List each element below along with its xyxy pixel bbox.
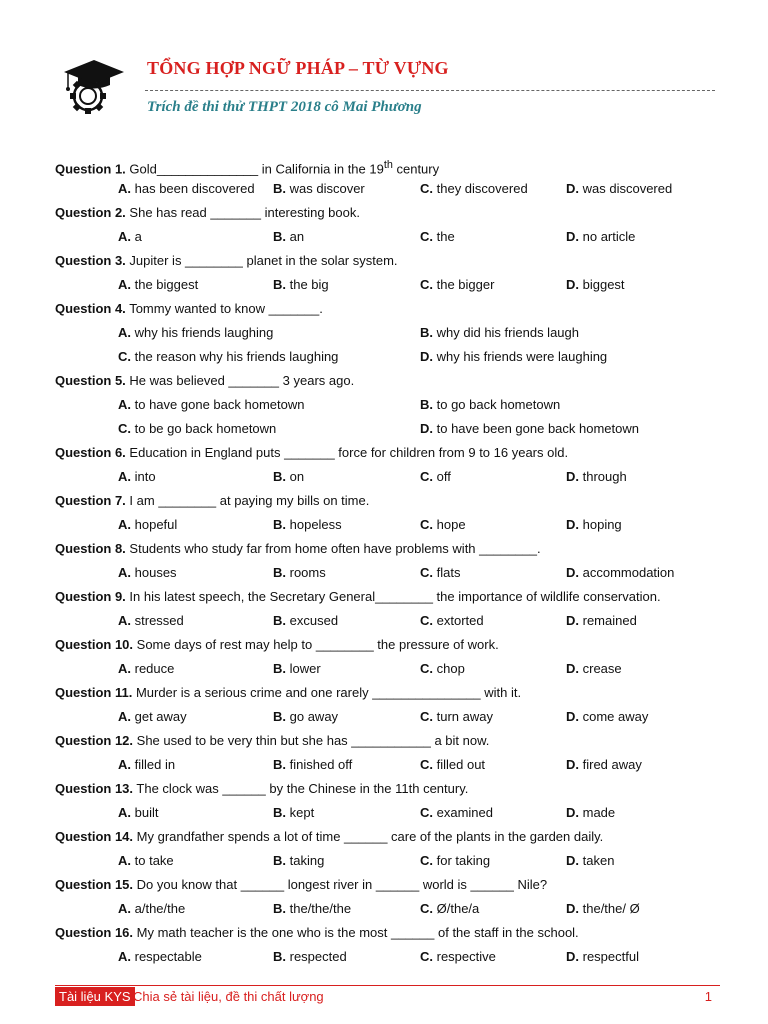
answer-option-b[interactable] bbox=[273, 513, 342, 537]
option-letter: B. bbox=[273, 901, 286, 916]
question-item bbox=[55, 777, 735, 825]
option-text: made bbox=[582, 805, 616, 820]
answer-option-d[interactable] bbox=[566, 945, 639, 969]
answer-option-b[interactable] bbox=[273, 849, 324, 873]
option-text: filled out bbox=[436, 757, 486, 772]
answer-option-c[interactable] bbox=[420, 513, 466, 537]
option-letter: A. bbox=[118, 661, 131, 676]
option-letter: A. bbox=[118, 469, 131, 484]
question-item bbox=[55, 441, 735, 489]
question-text: Tommy wanted to know _______. bbox=[129, 301, 323, 316]
option-letter: C. bbox=[420, 757, 433, 772]
answer-options-row bbox=[55, 465, 735, 489]
option-text: why his friends were laughing bbox=[436, 349, 608, 364]
answer-option-b[interactable] bbox=[273, 753, 352, 777]
answer-option-c[interactable] bbox=[420, 753, 485, 777]
question-number: Question 13. bbox=[55, 781, 134, 796]
question-text: Murder is a serious crime and one rarely _______________ with it. bbox=[135, 685, 522, 700]
option-letter: A. bbox=[118, 901, 131, 916]
question-text: She has read _______ interesting book. bbox=[129, 205, 360, 220]
option-letter: C. bbox=[420, 901, 433, 916]
option-letter: C. bbox=[420, 949, 433, 964]
option-text: for taking bbox=[436, 853, 491, 868]
question-text: In his latest speech, the Secretary General________ the importance of wildlife conservation. bbox=[129, 589, 661, 604]
option-letter: A. bbox=[118, 181, 131, 196]
question-text: The clock was ______ by the Chinese in the 11th century. bbox=[136, 781, 469, 796]
question-item bbox=[55, 489, 735, 537]
question-stem bbox=[55, 729, 735, 753]
option-text: built bbox=[134, 805, 159, 820]
option-text: crease bbox=[582, 661, 622, 676]
option-letter: C. bbox=[420, 661, 433, 676]
answer-option-a[interactable] bbox=[118, 225, 142, 249]
answer-option-c[interactable] bbox=[420, 945, 496, 969]
option-letter: C. bbox=[118, 421, 131, 436]
question-item bbox=[55, 369, 735, 441]
option-text: hopeless bbox=[289, 517, 342, 532]
answer-option-b[interactable] bbox=[273, 801, 314, 825]
question-stem bbox=[55, 777, 735, 801]
answer-option-d[interactable] bbox=[566, 657, 622, 681]
question-number: Question 10. bbox=[55, 637, 134, 652]
option-letter: D. bbox=[420, 421, 433, 436]
option-text: stressed bbox=[134, 613, 184, 628]
option-letter: C. bbox=[420, 277, 433, 292]
answer-option-b[interactable] bbox=[273, 225, 304, 249]
option-text: examined bbox=[436, 805, 493, 820]
question-text: Gold______________ in California in the 19 bbox=[129, 161, 384, 177]
option-text: a bbox=[134, 229, 142, 244]
answer-option-b[interactable] bbox=[273, 561, 326, 585]
option-text: rooms bbox=[289, 565, 326, 580]
option-text: flats bbox=[436, 565, 461, 580]
answer-options-row bbox=[55, 801, 735, 825]
question-item bbox=[55, 537, 735, 585]
answer-option-d[interactable] bbox=[566, 897, 640, 921]
question-item bbox=[55, 201, 735, 249]
page-title: TỔNG HỢP NGỮ PHÁP – TỪ VỰNG bbox=[147, 58, 449, 78]
answer-option-d[interactable] bbox=[566, 753, 642, 777]
question-item bbox=[55, 585, 735, 633]
option-letter: B. bbox=[273, 757, 286, 772]
option-letter: C. bbox=[420, 469, 433, 484]
option-letter: C. bbox=[420, 565, 433, 580]
option-letter: D. bbox=[566, 805, 579, 820]
option-text: to have been gone back hometown bbox=[436, 421, 639, 436]
answer-option-c[interactable] bbox=[420, 609, 484, 633]
answer-options-row bbox=[55, 345, 735, 369]
answer-option-d[interactable] bbox=[420, 345, 607, 369]
option-text: has been discovered bbox=[134, 181, 255, 196]
option-text: was discover bbox=[289, 181, 365, 196]
answer-option-d[interactable] bbox=[566, 273, 625, 297]
option-letter: C. bbox=[420, 229, 433, 244]
answer-options-row bbox=[55, 513, 735, 537]
option-text: taking bbox=[289, 853, 325, 868]
answer-options-row bbox=[55, 417, 735, 441]
option-text: through bbox=[582, 469, 627, 484]
question-number: Question 7. bbox=[55, 493, 126, 508]
answer-option-b[interactable] bbox=[273, 945, 347, 969]
option-letter: B. bbox=[420, 325, 433, 340]
option-letter: C. bbox=[420, 181, 433, 196]
option-text: why his friends laughing bbox=[134, 325, 274, 340]
question-stem bbox=[55, 873, 735, 897]
option-letter: B. bbox=[273, 613, 286, 628]
answer-options-row bbox=[55, 273, 735, 297]
option-text: the reason why his friends laughing bbox=[134, 349, 339, 364]
question-number: Question 1. bbox=[55, 161, 126, 177]
answer-options-row bbox=[55, 393, 735, 417]
question-stem bbox=[55, 297, 735, 321]
option-letter: D. bbox=[566, 949, 579, 964]
question-stem bbox=[55, 153, 735, 177]
answer-option-c[interactable] bbox=[420, 849, 490, 873]
page-number: 1 bbox=[704, 989, 712, 1004]
answer-option-b[interactable] bbox=[273, 897, 351, 921]
option-text: to be go back hometown bbox=[134, 421, 277, 436]
option-text: respectful bbox=[582, 949, 639, 964]
option-letter: A. bbox=[118, 277, 131, 292]
answer-option-d[interactable] bbox=[566, 609, 637, 633]
answer-option-a[interactable] bbox=[118, 801, 158, 825]
question-item bbox=[55, 921, 735, 969]
option-text: taken bbox=[582, 853, 615, 868]
answer-options-row bbox=[55, 705, 735, 729]
option-letter: B. bbox=[273, 805, 286, 820]
option-letter: D. bbox=[566, 469, 579, 484]
option-text: biggest bbox=[582, 277, 625, 292]
option-letter: D. bbox=[566, 757, 579, 772]
question-text: Jupiter is ________ planet in the solar system. bbox=[129, 253, 398, 268]
question-stem bbox=[55, 681, 735, 705]
option-text: the/the/the bbox=[289, 901, 352, 916]
option-letter: A. bbox=[118, 565, 131, 580]
option-letter: A. bbox=[118, 325, 131, 340]
question-number: Question 16. bbox=[55, 925, 134, 940]
option-text: to have gone back hometown bbox=[134, 397, 305, 412]
option-letter: B. bbox=[273, 469, 286, 484]
option-text: finished off bbox=[289, 757, 353, 772]
answer-option-b[interactable] bbox=[273, 705, 338, 729]
option-letter: D. bbox=[566, 229, 579, 244]
answer-option-a[interactable] bbox=[118, 849, 174, 873]
question-item bbox=[55, 825, 735, 873]
answer-option-c[interactable] bbox=[420, 897, 479, 921]
option-text: into bbox=[134, 469, 156, 484]
option-text: reduce bbox=[134, 661, 175, 676]
question-text: I am ________ at paying my bills on time. bbox=[129, 493, 370, 508]
option-letter: A. bbox=[118, 709, 131, 724]
answer-option-c[interactable] bbox=[420, 561, 460, 585]
question-stem bbox=[55, 633, 735, 657]
option-text: extorted bbox=[436, 613, 484, 628]
answer-option-c[interactable] bbox=[420, 273, 494, 297]
option-text: on bbox=[289, 469, 305, 484]
option-letter: B. bbox=[273, 661, 286, 676]
option-text: excused bbox=[289, 613, 339, 628]
answer-option-a[interactable] bbox=[118, 561, 177, 585]
answer-option-a[interactable] bbox=[118, 945, 202, 969]
question-list bbox=[55, 153, 735, 969]
question-stem bbox=[55, 369, 735, 393]
question-stem bbox=[55, 825, 735, 849]
option-letter: D. bbox=[566, 613, 579, 628]
answer-option-a[interactable] bbox=[118, 897, 185, 921]
option-letter: B. bbox=[273, 853, 286, 868]
answer-option-d[interactable] bbox=[566, 465, 627, 489]
option-letter: A. bbox=[118, 229, 131, 244]
answer-option-b[interactable] bbox=[273, 657, 321, 681]
option-text: off bbox=[436, 469, 451, 484]
option-letter: A. bbox=[118, 517, 131, 532]
question-number: Question 12. bbox=[55, 733, 134, 748]
option-letter: B. bbox=[420, 397, 433, 412]
question-stem bbox=[55, 441, 735, 465]
option-text: the bigger bbox=[436, 277, 495, 292]
question-item bbox=[55, 681, 735, 729]
question-item bbox=[55, 153, 735, 201]
answer-option-b[interactable] bbox=[273, 609, 338, 633]
option-letter: A. bbox=[118, 397, 131, 412]
option-letter: C. bbox=[420, 517, 433, 532]
option-letter: D. bbox=[566, 181, 579, 196]
option-letter: C. bbox=[420, 709, 433, 724]
question-text: Education in England puts _______ force for children from 9 to 16 years old. bbox=[129, 445, 569, 460]
answer-options-row bbox=[55, 945, 735, 969]
answer-options-row bbox=[55, 897, 735, 921]
option-letter: C. bbox=[420, 613, 433, 628]
option-text: the/the/ Ø bbox=[582, 901, 640, 916]
answer-option-a[interactable] bbox=[118, 705, 187, 729]
option-text: to go back hometown bbox=[436, 397, 561, 412]
answer-option-c[interactable] bbox=[420, 657, 465, 681]
option-text: the big bbox=[289, 277, 329, 292]
question-text: Do you know that ______ longest river in ______ world is ______ Nile? bbox=[136, 877, 548, 892]
option-text: a/the/the bbox=[134, 901, 186, 916]
question-item bbox=[55, 297, 735, 369]
option-letter: A. bbox=[118, 757, 131, 772]
answer-option-a[interactable] bbox=[118, 657, 174, 681]
answer-option-c[interactable] bbox=[420, 465, 451, 489]
answer-option-c[interactable] bbox=[118, 345, 338, 369]
option-text: lower bbox=[289, 661, 321, 676]
answer-options-row bbox=[55, 225, 735, 249]
answer-option-d[interactable] bbox=[566, 225, 635, 249]
option-letter: A. bbox=[118, 853, 131, 868]
question-number: Question 5. bbox=[55, 373, 126, 388]
option-text: no article bbox=[582, 229, 636, 244]
option-letter: A. bbox=[118, 613, 131, 628]
answer-option-a[interactable] bbox=[118, 513, 177, 537]
answer-option-a[interactable] bbox=[118, 321, 273, 345]
option-text: respectable bbox=[134, 949, 202, 964]
answer-option-c[interactable] bbox=[420, 801, 493, 825]
option-letter: C. bbox=[420, 853, 433, 868]
answer-options-row bbox=[55, 753, 735, 777]
question-number: Question 11. bbox=[55, 685, 133, 700]
page-subtitle: Trích đề thi thử THPT 2018 cô Mai Phương bbox=[147, 99, 422, 115]
option-letter: B. bbox=[273, 229, 286, 244]
answer-option-b[interactable] bbox=[273, 465, 304, 489]
answer-option-a[interactable] bbox=[118, 609, 184, 633]
question-text: My grandfather spends a lot of time ______ care of the plants in the garden daily. bbox=[136, 829, 604, 844]
answer-option-a[interactable] bbox=[118, 753, 175, 777]
option-letter: D. bbox=[420, 349, 433, 364]
option-letter: D. bbox=[566, 565, 579, 580]
option-text: houses bbox=[134, 565, 177, 580]
question-number: Question 15. bbox=[55, 877, 134, 892]
answer-option-b[interactable] bbox=[420, 321, 579, 345]
question-item bbox=[55, 873, 735, 921]
option-text: an bbox=[289, 229, 305, 244]
answer-options-row bbox=[55, 177, 735, 201]
option-text: remained bbox=[582, 613, 637, 628]
question-item bbox=[55, 729, 735, 777]
option-text: go away bbox=[289, 709, 339, 724]
option-letter: B. bbox=[273, 517, 286, 532]
option-letter: D. bbox=[566, 661, 579, 676]
option-text: hoping bbox=[582, 517, 622, 532]
option-letter: B. bbox=[273, 565, 286, 580]
answer-option-c[interactable] bbox=[420, 705, 493, 729]
option-letter: D. bbox=[566, 517, 579, 532]
question-number: Question 2. bbox=[55, 205, 126, 220]
option-text: turn away bbox=[436, 709, 493, 724]
answer-option-a[interactable] bbox=[118, 273, 198, 297]
answer-option-d[interactable] bbox=[566, 705, 648, 729]
question-number: Question 6. bbox=[55, 445, 126, 460]
question-number: Question 9. bbox=[55, 589, 126, 604]
option-text: respected bbox=[289, 949, 347, 964]
question-stem bbox=[55, 585, 735, 609]
question-stem bbox=[55, 537, 735, 561]
option-text: fired away bbox=[582, 757, 642, 772]
option-letter: D. bbox=[566, 853, 579, 868]
question-item bbox=[55, 249, 735, 297]
answer-option-b[interactable] bbox=[273, 177, 365, 201]
question-text-superscript: th bbox=[383, 159, 393, 171]
answer-option-c[interactable] bbox=[118, 417, 276, 441]
question-item bbox=[55, 633, 735, 681]
option-letter: B. bbox=[273, 949, 286, 964]
answer-option-d[interactable] bbox=[566, 801, 615, 825]
footer bbox=[55, 985, 720, 1006]
question-number: Question 3. bbox=[55, 253, 126, 268]
answer-option-d[interactable] bbox=[566, 561, 674, 585]
option-text: to take bbox=[134, 853, 174, 868]
graduation-cap-gear-icon bbox=[60, 58, 130, 118]
answer-option-d[interactable] bbox=[566, 513, 622, 537]
option-letter: D. bbox=[566, 901, 579, 916]
question-number: Question 4. bbox=[55, 301, 126, 316]
footer-text: Chia sẻ tài liệu, đề thi chất lượng bbox=[133, 989, 324, 1004]
option-letter: A. bbox=[118, 805, 131, 820]
option-text: they discovered bbox=[436, 181, 528, 196]
option-letter: B. bbox=[273, 277, 286, 292]
option-text: chop bbox=[436, 661, 465, 676]
option-text: Ø/the/a bbox=[436, 901, 480, 916]
answer-options-row bbox=[55, 657, 735, 681]
answer-option-a[interactable] bbox=[118, 393, 304, 417]
answer-option-a[interactable] bbox=[118, 177, 255, 201]
answer-option-d[interactable] bbox=[566, 177, 672, 201]
option-text: hopeful bbox=[134, 517, 178, 532]
answer-options-row bbox=[55, 849, 735, 873]
option-letter: C. bbox=[118, 349, 131, 364]
question-text: Students who study far from home often have problems with ________. bbox=[129, 541, 541, 556]
option-letter: A. bbox=[118, 949, 131, 964]
question-text: He was believed _______ 3 years ago. bbox=[129, 373, 355, 388]
option-text: come away bbox=[582, 709, 649, 724]
answer-options-row bbox=[55, 321, 735, 345]
option-letter: B. bbox=[273, 709, 286, 724]
option-text: filled in bbox=[134, 757, 176, 772]
question-stem bbox=[55, 201, 735, 225]
answer-option-d[interactable] bbox=[566, 849, 614, 873]
question-text: She used to be very thin but she has ___________ a bit now. bbox=[136, 733, 490, 748]
question-number: Question 8. bbox=[55, 541, 126, 556]
option-text: why did his friends laugh bbox=[436, 325, 579, 340]
title-divider bbox=[145, 90, 715, 91]
question-stem bbox=[55, 489, 735, 513]
answer-options-row bbox=[55, 609, 735, 633]
question-text: Some days of rest may help to ________ the pressure of work. bbox=[136, 637, 499, 652]
option-text: hope bbox=[436, 517, 466, 532]
answer-option-d[interactable] bbox=[420, 417, 639, 441]
answer-option-a[interactable] bbox=[118, 465, 156, 489]
option-text: get away bbox=[134, 709, 187, 724]
option-text: respective bbox=[436, 949, 496, 964]
answer-option-c[interactable] bbox=[420, 225, 455, 249]
option-text: the biggest bbox=[134, 277, 199, 292]
option-letter: B. bbox=[273, 181, 286, 196]
question-stem bbox=[55, 921, 735, 945]
question-number: Question 14. bbox=[55, 829, 134, 844]
answer-option-b[interactable] bbox=[273, 273, 329, 297]
question-stem bbox=[55, 249, 735, 273]
option-text: was discovered bbox=[582, 181, 673, 196]
option-letter: C. bbox=[420, 805, 433, 820]
answer-option-b[interactable] bbox=[420, 393, 560, 417]
question-text-end: century bbox=[392, 161, 440, 177]
answer-options-row bbox=[55, 561, 735, 585]
question-text: My math teacher is the one who is the most ______ of the staff in the school. bbox=[136, 925, 579, 940]
option-letter: D. bbox=[566, 277, 579, 292]
option-text: kept bbox=[289, 805, 315, 820]
option-text: accommodation bbox=[582, 565, 675, 580]
option-letter: D. bbox=[566, 709, 579, 724]
footer-badge: Tài liệu KYS bbox=[55, 987, 135, 1006]
answer-option-c[interactable] bbox=[420, 177, 528, 201]
option-text: the bbox=[436, 229, 455, 244]
